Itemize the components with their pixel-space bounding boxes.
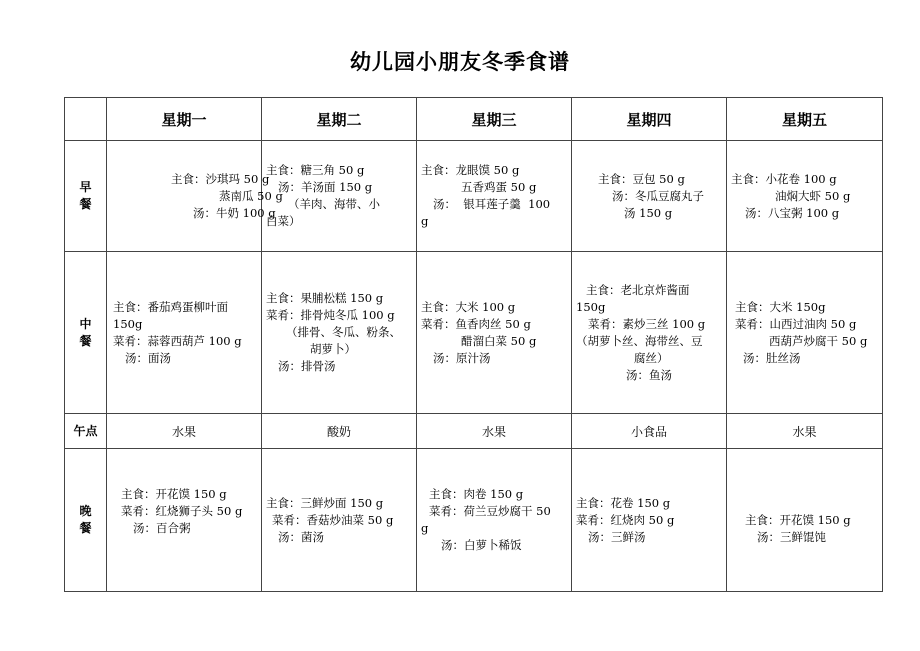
row-label-breakfast xyxy=(65,141,107,252)
menu-line: 150g xyxy=(576,299,606,314)
menu-line: 主食：番茄鸡蛋柳叶面 xyxy=(113,299,228,314)
row-label-char: 晚 xyxy=(79,504,92,518)
row-label-char: 餐 xyxy=(79,197,92,211)
menu-line: 汤：菌汤 xyxy=(278,529,324,544)
menu-cell xyxy=(572,141,727,252)
corner-cell xyxy=(65,98,107,141)
menu-line: 150g xyxy=(113,316,143,331)
menu-line: 汤：面汤 xyxy=(125,350,171,365)
menu-cell xyxy=(727,141,883,252)
snack-cell: 小食品 xyxy=(572,414,727,449)
menu-line: 菜肴：素炒三丝 100 g xyxy=(588,316,706,331)
dinner-row xyxy=(65,449,883,592)
menu-table xyxy=(64,97,883,592)
snack-cell: 水果 xyxy=(107,414,262,449)
day-header: 星期五 xyxy=(727,98,883,141)
menu-cell xyxy=(417,252,572,414)
breakfast-row xyxy=(65,141,883,252)
menu-cell xyxy=(572,252,727,414)
menu-line: 主食：肉卷 150 g xyxy=(429,487,524,501)
menu-line: （羊肉、海带、小 xyxy=(288,197,380,211)
menu-cell xyxy=(262,449,417,592)
row-label-char: 早 xyxy=(79,180,92,194)
menu-line: 汤：白萝卜稀饭 xyxy=(441,538,522,552)
menu-line: 菜肴：蒜蓉西葫芦 100 g xyxy=(113,333,242,348)
menu-cell xyxy=(107,141,283,252)
menu-line: 汤：百合粥 xyxy=(133,521,191,535)
menu-line: 主食：花卷 150 g xyxy=(576,495,671,510)
menu-line: 主食：果脯松糕 150 g xyxy=(266,291,384,305)
menu-line: 蒸南瓜 50 g xyxy=(219,188,283,203)
menu-line: 油焖大虾 50 g xyxy=(775,188,851,203)
menu-line: 汤：原汁汤 xyxy=(433,350,491,365)
menu-line: （胡萝卜丝、海带丝、豆 xyxy=(576,333,703,348)
menu-line: 西葫芦炒腐干 50 g xyxy=(769,333,868,348)
menu-line: 主食：糖三角 50 g xyxy=(266,163,365,177)
menu-line: 主食：三鲜炒面 150 g xyxy=(266,495,384,510)
row-label-char: 餐 xyxy=(79,521,92,535)
row-label-char: 中 xyxy=(79,316,92,331)
menu-line: 汤：三鲜馄饨 xyxy=(757,529,826,544)
menu-line: 主食：大米 100 g xyxy=(421,299,516,314)
menu-line: 菜肴：鱼香肉丝 50 g xyxy=(421,316,531,331)
menu-line: 汤： 银耳莲子羹 100 xyxy=(433,197,551,211)
menu-cell xyxy=(262,252,417,414)
snack-cell: 酸奶 xyxy=(262,414,417,449)
menu-line: 汤：八宝粥 100 g xyxy=(745,205,840,220)
menu-line: 主食：大米 150g xyxy=(735,299,826,314)
page-title: 幼儿园小朋友冬季食谱 xyxy=(350,50,570,74)
menu-line: 汤：羊汤面 150 g xyxy=(278,180,373,194)
menu-line: g xyxy=(421,521,429,535)
menu-cell xyxy=(262,141,417,252)
menu-line: 菜肴：排骨炖冬瓜 100 g xyxy=(266,308,395,322)
row-label-char: 餐 xyxy=(79,333,92,348)
menu-cell xyxy=(107,449,262,592)
menu-line: 菜肴：香菇炒油菜 50 g xyxy=(272,512,394,527)
menu-line: 主食：小花卷 100 g xyxy=(731,171,837,186)
menu-line: 主食：沙琪玛 50 g xyxy=(171,171,270,186)
row-label-lunch xyxy=(65,252,107,414)
snack-cell: 水果 xyxy=(417,414,572,449)
menu-line: 五香鸡蛋 50 g xyxy=(461,180,537,194)
menu-cell xyxy=(417,141,572,252)
menu-line: 主食：豆包 50 g xyxy=(598,171,685,186)
row-label-dinner xyxy=(65,449,107,592)
menu-line: 白菜） xyxy=(266,214,301,228)
menu-line: 汤：牛奶 100 g xyxy=(193,205,276,220)
menu-line: 醋溜白菜 50 g xyxy=(461,333,537,348)
row-label-snack xyxy=(65,414,107,449)
menu-line: 汤：三鲜汤 xyxy=(588,529,646,544)
menu-line: 汤：肚丝汤 xyxy=(743,350,801,365)
row-label-char: 午点 xyxy=(73,423,98,438)
menu-line: g xyxy=(421,214,429,228)
header-row xyxy=(65,98,883,141)
menu-line: 菜肴：荷兰豆炒腐干 50 xyxy=(429,504,551,518)
menu-line: 主食：开花馍 150 g xyxy=(121,487,227,501)
menu-line: 主食：龙眼馍 50 g xyxy=(421,163,520,177)
snack-cell: 水果 xyxy=(727,414,883,449)
menu-line: 胡萝卜） xyxy=(310,342,356,356)
menu-line: 菜肴：红烧肉 50 g xyxy=(576,512,675,527)
menu-line: 腐丝） xyxy=(634,350,669,365)
menu-line: 主食：老北京炸酱面 xyxy=(586,282,690,297)
menu-line: 菜肴：红烧狮子头 50 g xyxy=(121,504,243,518)
day-header: 星期四 xyxy=(572,98,727,141)
day-header: 星期一 xyxy=(107,98,262,141)
menu-cell xyxy=(727,449,883,592)
menu-cell xyxy=(727,252,883,414)
menu-line: （排骨、冬瓜、粉条、 xyxy=(286,325,401,339)
day-header: 星期二 xyxy=(262,98,417,141)
menu-line: 汤：排骨汤 xyxy=(278,359,336,373)
menu-cell xyxy=(417,449,572,592)
spacer xyxy=(121,537,257,554)
menu-line: 菜肴：山西过油肉 50 g xyxy=(735,316,857,331)
menu-line: 汤：冬瓜豆腐丸子 xyxy=(612,188,704,203)
menu-line: 汤：鱼汤 xyxy=(626,367,672,382)
menu-line: 主食：开花馍 150 g xyxy=(745,512,851,527)
menu-line: 汤 150 g xyxy=(624,205,673,220)
menu-cell xyxy=(107,252,262,414)
menu-cell xyxy=(572,449,727,592)
snack-row xyxy=(65,414,883,449)
day-header: 星期三 xyxy=(417,98,572,141)
spacer xyxy=(745,495,878,512)
lunch-row xyxy=(65,252,883,414)
